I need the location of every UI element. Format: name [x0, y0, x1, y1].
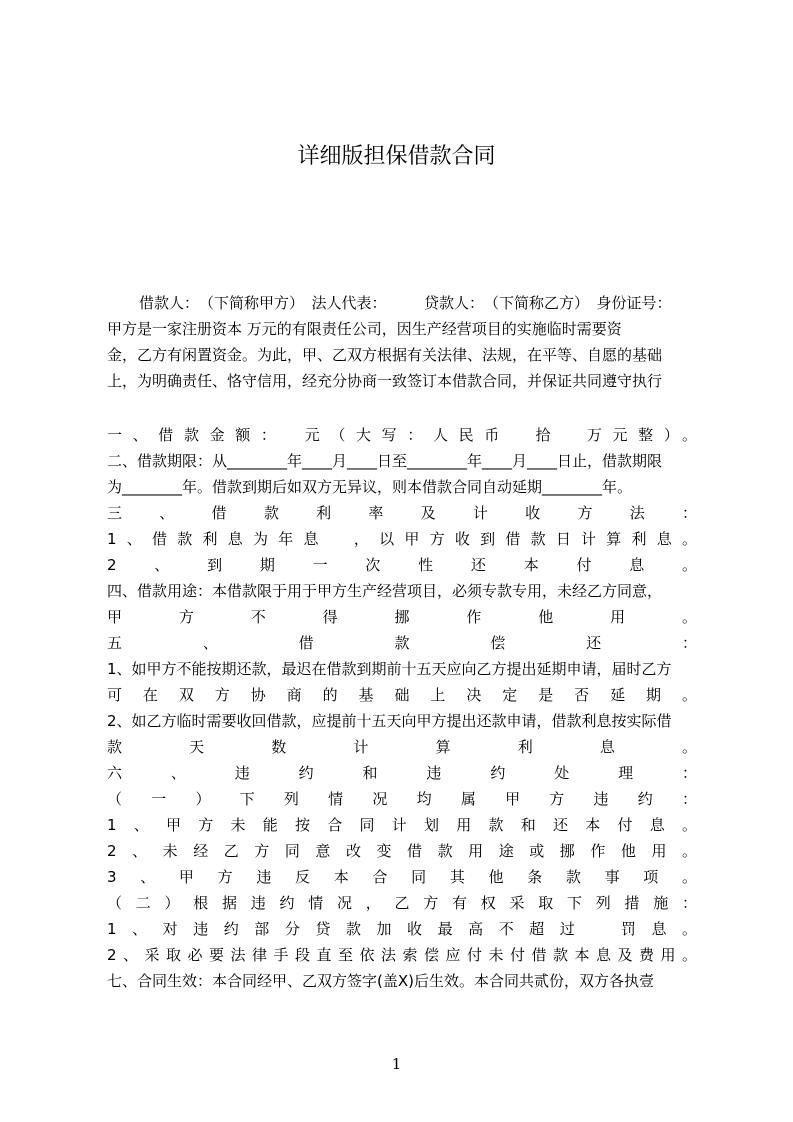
clause-4-purpose: 四、借款用途：本借款限于用于甲方生产经营项目，必须专款专用，未经乙方同意，	[107, 582, 663, 600]
blank-line	[107, 394, 697, 420]
clause-6-sub-1-item-3: 3、甲方违反本合同其他条款事项。	[107, 868, 697, 886]
clause-7-effect: 七、合同生效：本合同经甲、乙双方签字(盖X)后生效。本合同共贰份，双方各执壹	[107, 972, 654, 990]
body-text-line: 上，为明确责任、恪守信用，经充分协商一致签订本借款合同，并保证共同遵守执行	[107, 372, 663, 390]
clause-3-heading: 三、借款利率及计收方法：	[107, 504, 697, 522]
clause-4-purpose-cont: 甲方不得挪作他用。	[107, 608, 697, 626]
clause-6-sub-1-heading: （一）下列情况均属甲方违约：	[107, 790, 697, 808]
contract-body	[107, 290, 697, 1010]
clause-5-item-1-cont: 可在双方协商的基础上决定是否延期。	[107, 686, 697, 704]
clause-6-sub-1-item-1: 1、甲方未能按合同计划用款和还本付息。	[107, 816, 697, 834]
clause-1-amount: 一、借款金额： 元（大写：人民币 拾 万元整）。	[107, 426, 697, 444]
body-text-line: 甲方是一家注册资本 万元的有限责任公司，因生产经营项目的实施临时需要资	[107, 320, 622, 338]
document-title: 详细版担保借款合同	[297, 144, 496, 169]
clause-6-sub-2-heading: （二）根据违约情况，乙方有权采取下列措施：	[107, 894, 697, 912]
clause-3-item-1: 1、借款利息为年息 ，以甲方收到借款日计算利息。	[107, 530, 697, 548]
clause-5-item-2-cont: 款天数计算利息。	[107, 738, 697, 756]
clause-5-item-1: 1、如甲方不能按期还款，最迟在借款到期前十五天应向乙方提出延期申请，届时乙方	[107, 660, 672, 678]
clause-6-sub-1-item-2: 2、未经乙方同意改变借款用途或挪作他用。	[107, 842, 697, 860]
clause-2-term-cont: 为________年。借款到期后如双方无异议，则本借款合同自动延期________年。	[107, 478, 633, 496]
clause-5-heading: 五、借款偿还：	[107, 634, 697, 652]
clause-6-heading: 六、违约和违约处理：	[107, 764, 697, 782]
clause-6-sub-2-item-1: 1、对违约部分贷款加收最高不超过 罚息。	[107, 920, 697, 938]
clause-2-term: 二、借款期限：从________年____月____日至________年____月____日止，借款期限	[107, 452, 663, 470]
clause-3-item-2: 2、到期一次性还本付息。	[107, 556, 697, 574]
clause-6-sub-2-item-2: 2、采取必要法律手段直至依法索偿应付未付借款本息及费用。	[107, 946, 697, 964]
clause-5-item-2: 2、如乙方临时需要收回借款，应提前十五天向甲方提出还款申请，借款利息按实际借	[107, 712, 672, 730]
parties-line: 借款人： （下简称甲方） 法人代表： 贷款人： （下简称乙方） 身份证号：	[139, 294, 672, 312]
body-text-line: 金，乙方有闲置资金。为此，甲、乙双方根据有关法律、法规，在平等、自愿的基础	[107, 346, 663, 364]
page-number: 1	[391, 1055, 402, 1073]
